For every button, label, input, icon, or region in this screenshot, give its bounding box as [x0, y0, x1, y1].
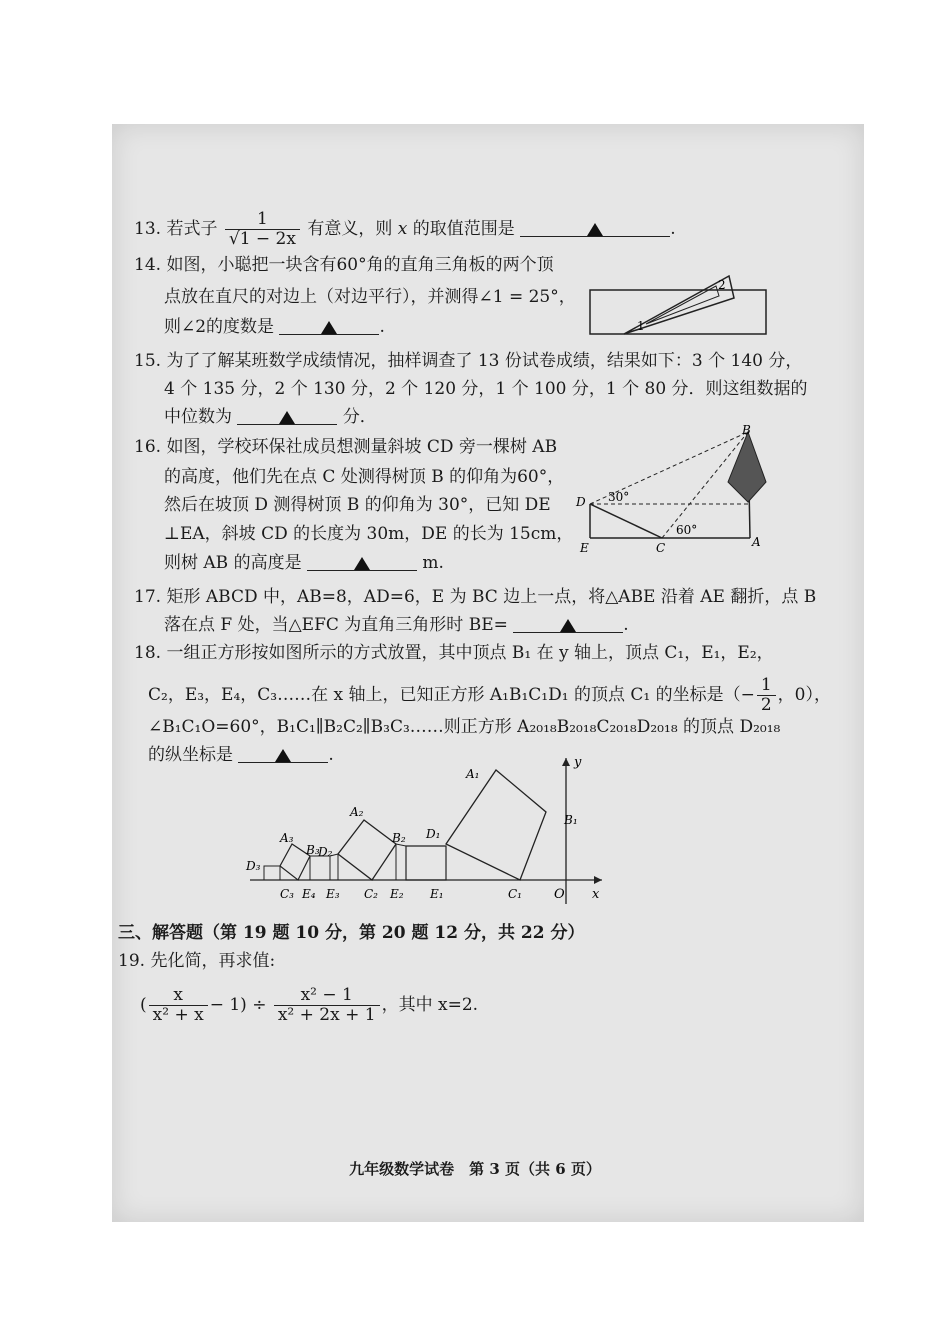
q16-figure: [570, 420, 770, 560]
y-axis-arrow: [562, 758, 570, 766]
q15-line2: 4 个 135 分，2 个 130 分，2 个 120 分，1 个 100 分，1 个 80 分．则这组数据的: [164, 379, 808, 399]
question-18-line4: 的纵坐标是 .: [148, 745, 334, 765]
q18-line1: 一组正方形按如图所示的方式放置，其中顶点 B₁ 在 y 轴上，顶点 C₁，E₁，E₂，: [166, 643, 774, 663]
square-1: [446, 770, 546, 880]
label-B3: B₃: [306, 843, 320, 857]
question-14-line2: [164, 286, 576, 308]
label-E4: E₄: [302, 887, 316, 901]
x-axis-arrow: [594, 876, 602, 884]
q16-line5b: m.: [422, 553, 444, 573]
question-19-line1: [118, 950, 275, 972]
q17-line2: 落在点 F 处，当△EFC 为直角三角形时 BE=: [164, 615, 508, 635]
question-18-line1: [134, 642, 774, 664]
question-17-line2: 落在点 F 处，当△EFC 为直角三角形时 BE= .: [164, 615, 629, 635]
label-D3: D₃: [246, 859, 261, 873]
q19-fraction-1: [149, 986, 208, 1025]
q13-text-before: 若式子: [166, 219, 218, 239]
q18-frac-num: 1: [757, 676, 776, 696]
triangle-marker-icon: [587, 223, 603, 236]
angle2-label: 2: [718, 278, 726, 292]
question-16-line5: [164, 552, 444, 574]
label-D1: D₁: [426, 827, 441, 841]
rect-4: [264, 866, 280, 880]
q16-answer-blank[interactable]: [307, 552, 417, 571]
q19-fraction-2: [274, 986, 380, 1025]
q19-f1-den: x² + x: [152, 1005, 204, 1025]
q13-fraction: [225, 210, 300, 249]
q16-line3: 然后在坡顶 D 测得树顶 B 的仰角为 30°，已知 DE: [164, 495, 551, 515]
rect-1: [406, 846, 446, 880]
triangle-marker-icon: [560, 619, 576, 632]
question-15-line1: [134, 350, 802, 372]
question-15-line3: [164, 406, 377, 428]
q19-tail: ，其中 x=2.: [381, 995, 479, 1015]
question-15-line2: [164, 378, 808, 400]
label-E1: E₁: [430, 887, 444, 901]
angle1-label: 1: [637, 319, 645, 333]
q18-line2b: ，0），: [777, 685, 831, 705]
q19-number: 19.: [118, 951, 146, 971]
label-C2: C₂: [364, 887, 378, 901]
page-footer: [0, 1158, 950, 1180]
q15-number: 15.: [134, 351, 162, 371]
q16-line5a: 则树 AB 的高度是: [164, 553, 302, 573]
q15-answer-blank[interactable]: [237, 406, 337, 425]
slope-CD: [590, 504, 662, 538]
q19-line1: 先化简，再求值:: [150, 951, 276, 971]
question-14-line3: 则∠2的度数是 .: [164, 317, 385, 337]
label-B1: B₁: [564, 813, 578, 827]
q13-number: 13.: [134, 219, 162, 239]
q19-f1-num: x: [149, 986, 208, 1006]
q19-mid: − 1) ÷: [209, 995, 267, 1015]
question-13: 13. 若式子 $\frac{1}{√1 - 2x}$ 有意义，则 x 的取值范围是 .: [134, 209, 676, 249]
triangle-marker-icon: [279, 411, 295, 424]
angle-60-label: 60°: [676, 523, 698, 537]
square-2: [338, 820, 396, 880]
q14-line1: 如图，小聪把一块含有60°角的直角三角板的两个顶: [166, 255, 554, 275]
label-A2: A₂: [350, 805, 364, 819]
q18-frac-den: 2: [760, 695, 772, 715]
triangle-marker-icon: [321, 321, 337, 334]
q14-number: 14.: [134, 255, 162, 275]
q15-line1: 为了了解某班数学成绩情况，抽样调查了 13 份试卷成绩，结果如下：3 个 140 分，: [166, 351, 803, 371]
q18-fraction: [757, 676, 776, 715]
question-19-expression: [140, 986, 478, 1025]
q18-figure: [240, 752, 610, 912]
label-C3: C₃: [280, 887, 294, 901]
q19-open-paren: (: [140, 995, 147, 1015]
question-18-line2: [148, 676, 831, 715]
q13-answer-blank[interactable]: [520, 218, 670, 237]
q13-var: x: [397, 219, 408, 239]
label-x: x: [592, 887, 600, 902]
label-A3: A₃: [280, 831, 294, 845]
question-16-line1: [134, 436, 557, 458]
section-3-title: [118, 922, 584, 944]
label-E: E: [580, 541, 589, 555]
q16-line1: 如图，学校环保社成员想测量斜坡 CD 旁一棵树 AB: [166, 437, 558, 457]
q14-line2: 点放在直尺的对边上（对边平行），并测得∠1 = 25°，: [164, 287, 576, 307]
angle-30-label: 30°: [608, 490, 630, 504]
label-E3: E₃: [326, 887, 340, 901]
q15-line3b: 分．: [342, 407, 377, 427]
label-B2: B₂: [392, 831, 406, 845]
q14-answer-blank[interactable]: [279, 316, 379, 335]
label-E2: E₂: [390, 887, 404, 901]
label-O: O: [554, 887, 565, 902]
q18-line2a: C₂，E₃，E₄，C₃……在 x 轴上，已知正方形 A₁B₁C₁D₁ 的顶点 C₁ 的坐标是（−: [148, 685, 755, 705]
label-D2: D₂: [318, 845, 333, 859]
rect-3: [310, 856, 330, 880]
q18-line3: ∠B₁C₁O=60°，B₁C₁∥B₂C₂∥B₃C₃……则正方形 A₂₀₁₈B₂₀₁₈C₂₀₁₈D₂₀₁₈ 的顶点 D₂₀₁₈: [148, 717, 781, 737]
q13-text-after: 有意义，则: [307, 219, 393, 239]
question-17-line1: [134, 586, 816, 608]
question-16-line4: [164, 523, 573, 545]
label-B: B: [742, 423, 751, 437]
q19-f2-den: x² + 2x + 1: [277, 1005, 376, 1025]
q13-text-end: 的取值范围是: [412, 219, 515, 239]
q18-line4: 的纵坐标是: [148, 745, 233, 765]
set-square-inner: [646, 286, 719, 324]
q13-frac-num: 1: [225, 210, 300, 230]
tree-crown: [728, 432, 766, 502]
label-C1: C₁: [508, 887, 522, 901]
q13-frac-den: √1 − 2x: [228, 229, 296, 249]
q14-figure: [584, 258, 774, 338]
footer-text: 九年级数学试卷 第 3 页（共 6 页）: [349, 1160, 601, 1178]
question-16-line3: [164, 494, 551, 516]
triangle-marker-icon: [354, 557, 370, 570]
q17-answer-blank[interactable]: [513, 614, 623, 633]
q17-number: 17.: [134, 587, 162, 607]
q15-line3a: 中位数为: [164, 407, 232, 427]
label-A: A: [752, 535, 761, 549]
question-16-line2: [164, 466, 564, 488]
q17-line1: 矩形 ABCD 中，AB=8，AD=6，E 为 BC 边上一点，将△ABE 沿着 AE 翻折，点 B: [166, 587, 817, 607]
q16-line2: 的高度，他们先在点 C 处测得树顶 B 的仰角为60°，: [164, 467, 565, 487]
q16-number: 16.: [134, 437, 162, 457]
q16-line4: ⊥EA，斜坡 CD 的长度为 30m，DE 的长为 15cm，: [164, 524, 574, 544]
label-y: y: [574, 755, 582, 770]
q14-line3: 则∠2的度数是: [164, 317, 275, 337]
question-14-line1: [134, 254, 554, 276]
q19-f2-num: x² − 1: [274, 986, 380, 1006]
label-A1: A₁: [466, 767, 480, 781]
rect-2: [396, 844, 406, 880]
label-D: D: [576, 495, 586, 509]
section-3-heading: 三、解答题（第 19 题 10 分，第 20 题 12 分，共 22 分）: [118, 923, 585, 943]
question-18-line3: [148, 716, 780, 738]
q18-number: 18.: [134, 643, 162, 663]
label-C: C: [656, 541, 666, 555]
